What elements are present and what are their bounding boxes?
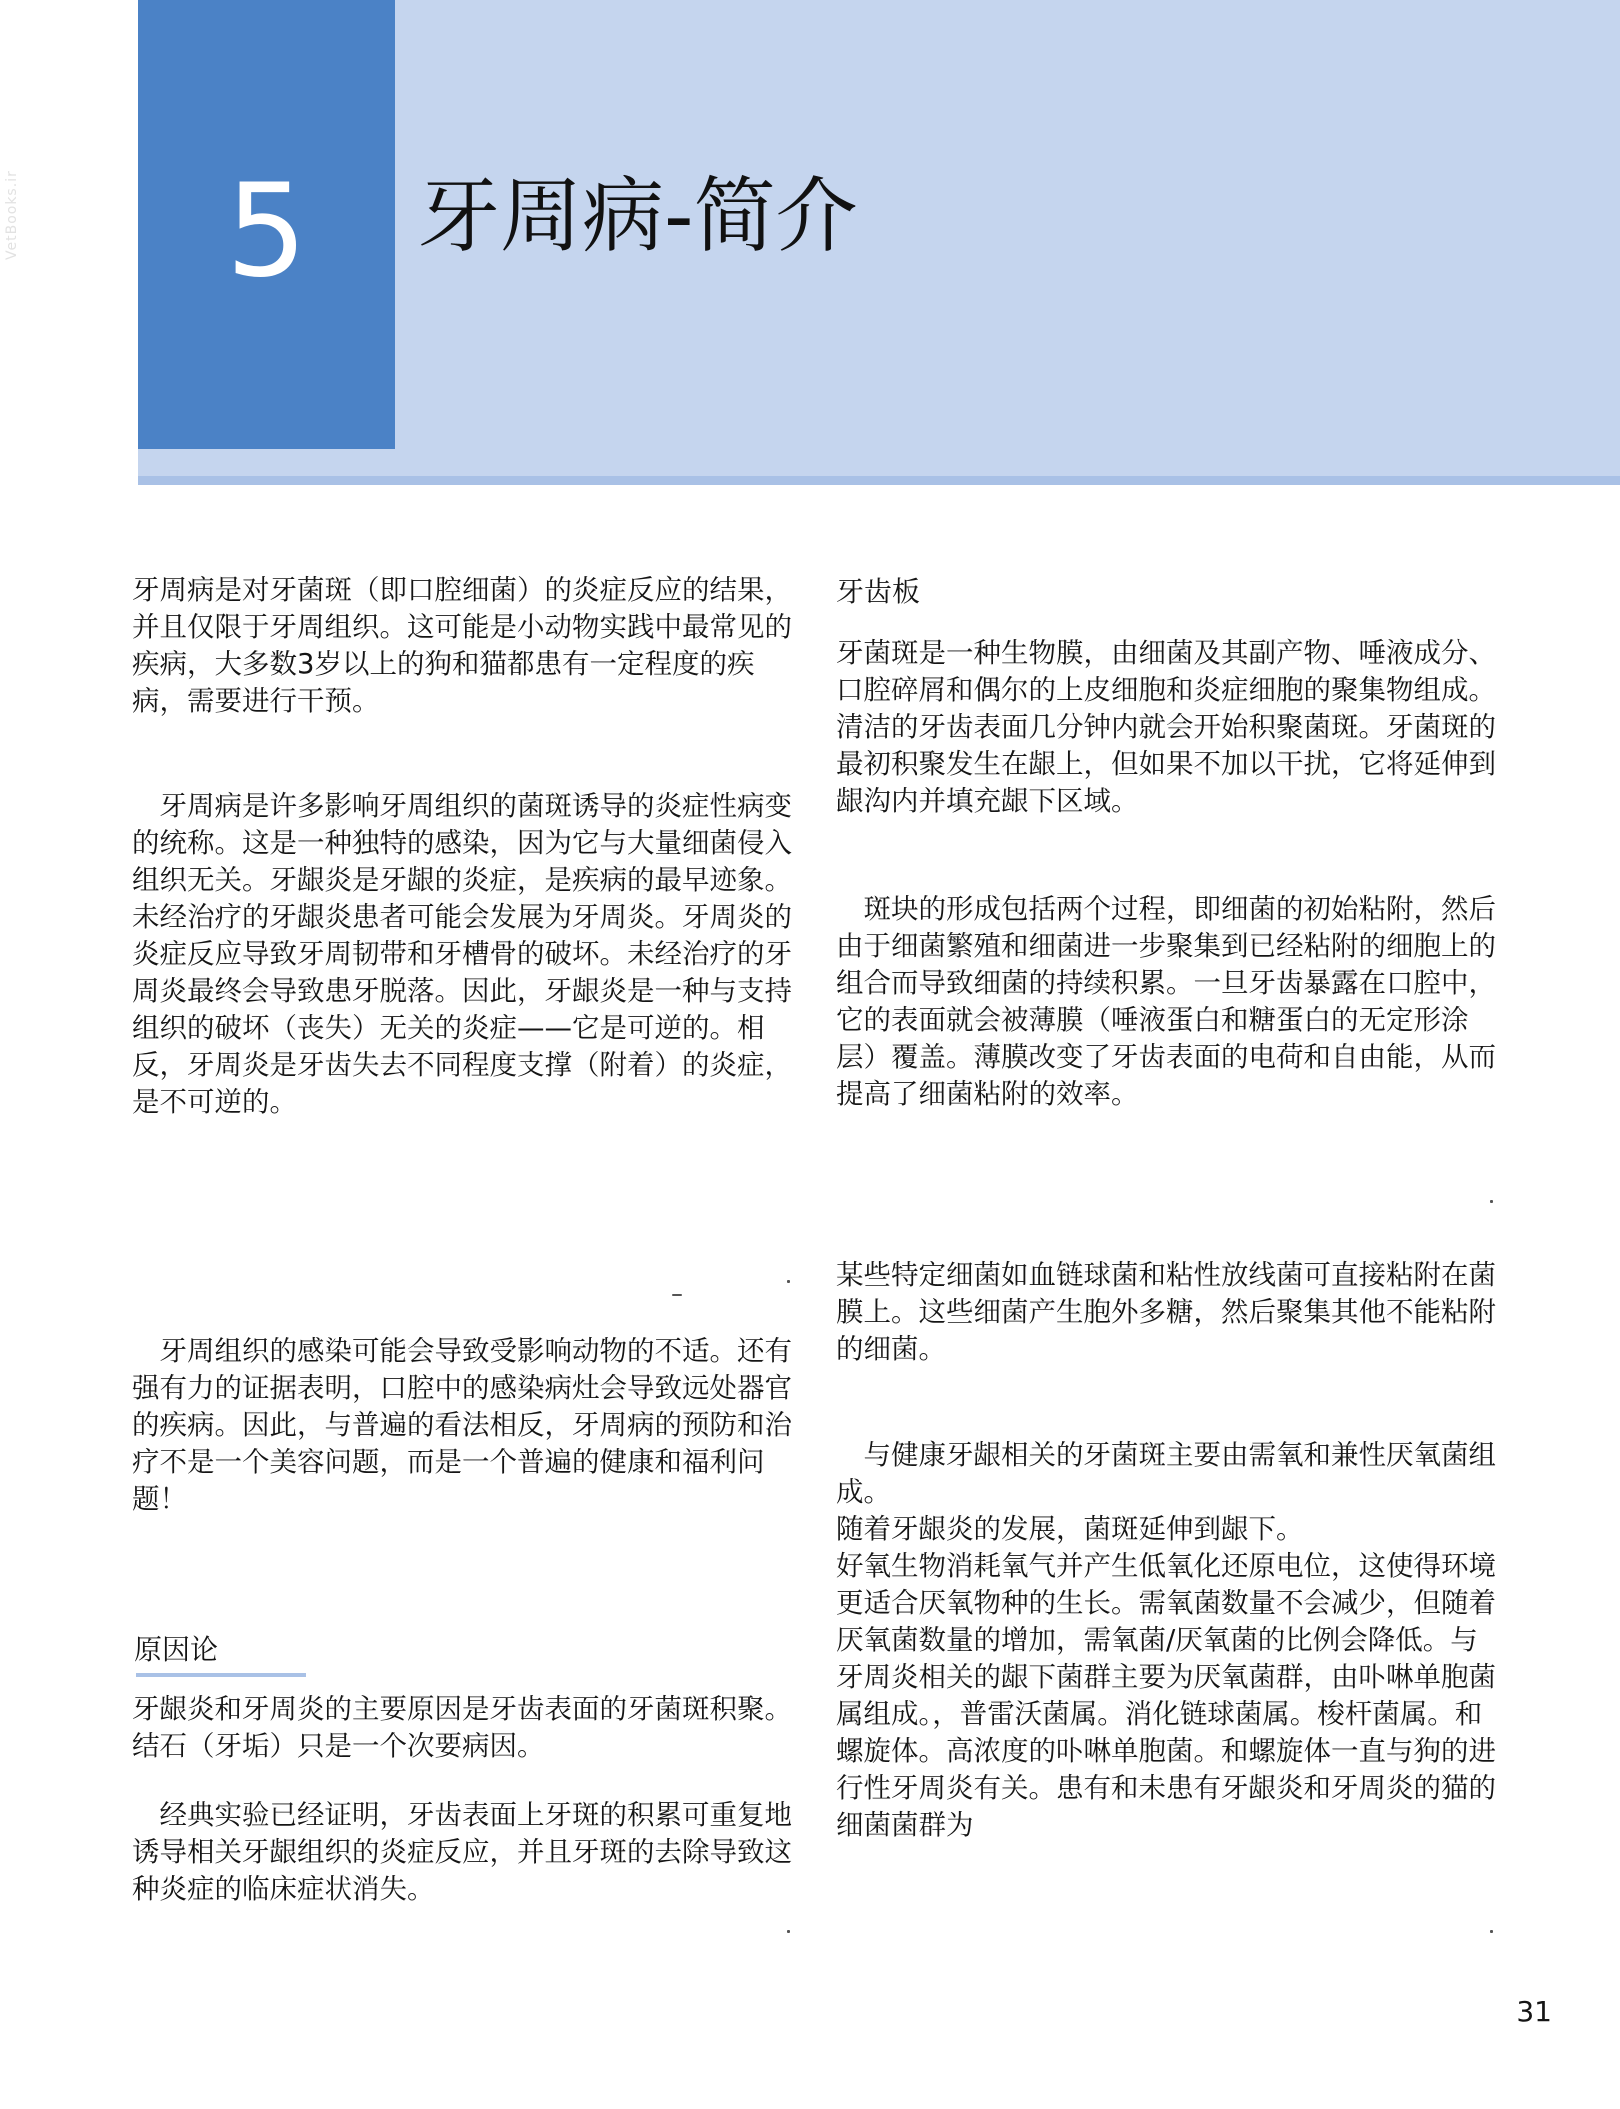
chapter-number: 5	[225, 157, 308, 306]
header-divider	[138, 476, 1620, 485]
chapter-title: 牙周病-简介	[418, 169, 858, 264]
watermark: VetBooks.ir	[4, 170, 20, 260]
etiology-paragraph: 牙龈炎和牙周炎的主要原因是牙齿表面的牙菌斑积聚。结石（牙垢）只是一个次要病因。	[132, 1693, 792, 1762]
print-mark	[787, 1930, 790, 1933]
systemic-health-paragraph: 牙周组织的感染可能会导致受影响动物的不适。还有强有力的证据表明，口腔中的感染病灶会导致远处器官的疾病。因此，与普遍的看法相反，牙周病的预防和治疗不是一个美容问题，而是一个普遍的健康和福利问题！	[132, 1335, 792, 1515]
plaque-formation-paragraph: 斑块的形成包括两个过程，即细菌的初始粘附，然后由于细菌繁殖和细菌进一步聚集到已经粘附的细胞上的组合而导致细菌的持续积累。一旦牙齿暴露在口腔中，它的表面就会被薄膜（唾液蛋白和糖蛋白的无定形涂层）覆盖。薄膜改变了牙齿表面的电荷和自由能，从而提高了细菌粘附的效率。	[836, 893, 1496, 1110]
plaque-definition-paragraph: 牙菌斑是一种生物膜，由细菌及其副产物、唾液成分、口腔碎屑和偶尔的上皮细胞和炎症细胞的聚集物组成。 清洁的牙齿表面几分钟内就会开始积聚菌斑。牙菌斑的最初积聚发生在龈上，但如果不加以干扰，它将延伸到龈沟内并填充龈下区域。	[836, 637, 1496, 817]
print-mark	[672, 1294, 682, 1296]
bacteria-adhesion-paragraph: 某些特定细菌如血链球菌和粘性放线菌可直接粘附在菌膜上。这些细菌产生胞外多糖，然后聚集其他不能粘附的细菌。	[836, 1259, 1496, 1365]
section-heading-plaque: 牙齿板	[836, 575, 921, 608]
definition-paragraph: 牙周病是许多影响牙周组织的菌斑诱导的炎症性病变的统称。这是一种独特的感染，因为它与大量细菌侵入组织无关。牙龈炎是牙龈的炎症，是疾病的最早迹象。未经治疗的牙龈炎患者可能会发展为牙周炎。牙周炎的炎症反应导致牙周韧带和牙槽骨的破坏。未经治疗的牙周炎最终会导致患牙脱落。因此，牙龈炎是一种与支持组织的破坏（丧失）无关的炎症——它是可逆的。相反，牙周炎是牙齿失去不同程度支撑（附着）的炎症，是不可逆的。	[132, 790, 792, 1118]
bacterial-flora-paragraph: 与健康牙龈相关的牙菌斑主要由需氧和兼性厌氧菌组成。 随着牙龈炎的发展，菌斑延伸到龈下。 好氧生物消耗氧气并产生低氧化还原电位，这使得环境更适合厌氧物种的生长。需氧菌数量不会减少，但随着厌氧菌数量的增加，需氧菌/厌氧菌的比例会降低。与牙周炎相关的龈下菌群主要为厌氧菌群，由卟啉单胞菌属组成。，普雷沃菌属。消化链球菌属。梭杆菌属。和螺旋体。高浓度的卟啉单胞菌。和螺旋体一直与狗的进行性牙周炎有关。患有和未患有牙龈炎和牙周炎的猫的细菌菌群为	[836, 1439, 1496, 1841]
experiment-paragraph: 经典实验已经证明，牙齿表面上牙斑的积累可重复地诱导相关牙龈组织的炎症反应，并且牙斑的去除导致这种炎症的临床症状消失。	[132, 1799, 792, 1905]
section-heading-etiology: 原因论	[134, 1633, 219, 1666]
heading-underline	[136, 1673, 306, 1677]
intro-paragraph: 牙周病是对牙菌斑（即口腔细菌）的炎症反应的结果，并且仅限于牙周组织。这可能是小动物实践中最常见的疾病，大多数3岁以上的狗和猫都患有一定程度的疾病，需要进行干预。	[132, 574, 792, 717]
page-number: 31	[1516, 1995, 1552, 2028]
print-mark	[787, 1280, 790, 1283]
print-mark	[1490, 1930, 1493, 1933]
print-mark	[1490, 1200, 1493, 1203]
